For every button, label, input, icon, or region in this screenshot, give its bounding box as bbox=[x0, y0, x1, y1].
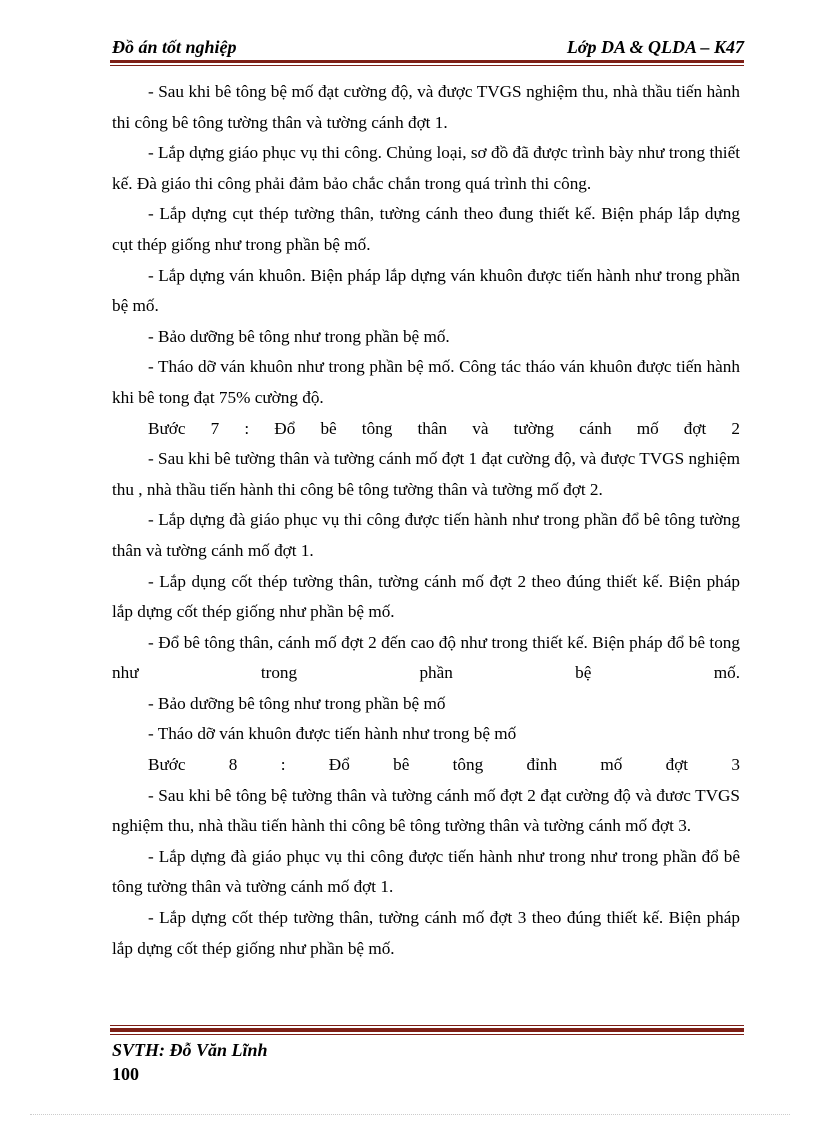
footer-author: SVTH: Đỗ Văn Lĩnh bbox=[112, 1040, 268, 1060]
paragraph: - Tháo dỡ ván khuôn được tiến hành như trong bệ mố bbox=[148, 724, 517, 744]
paragraph: - Lắp dựng đà giáo phục vụ thi công được tiến hành như trong như trong phần đổ bê tông tường thân và tường cánh mố đợt 1. bbox=[112, 846, 740, 897]
page-number: 100 bbox=[112, 1064, 139, 1084]
page-header bbox=[112, 30, 744, 58]
paragraph: - Đổ bê tông thân, cánh mố đợt 2 đến cao độ như trong thiết kế. Biện pháp đổ bê tong như trong phần bệ mố. bbox=[112, 632, 740, 683]
document-body bbox=[112, 77, 740, 964]
paragraph: - Lắp dựng cốt thép tường thân, tường cánh mố đợt 3 theo đúng thiết kế. Biện pháp lắp dựng cốt thép giống như phần bệ mố. bbox=[112, 908, 740, 958]
paragraph: - Lắp dựng đà giáo phục vụ thi công được tiến hành như trong phần đổ bê tông tường thân và tường cánh mố đợt 1. bbox=[112, 510, 740, 560]
step-heading: Bước 8 : Đổ bê tông đỉnh mố đợt 3 bbox=[148, 755, 740, 775]
page-edge-divider bbox=[30, 1114, 790, 1115]
paragraph: - Bảo dưỡng bê tông như trong phần bệ mố bbox=[148, 693, 446, 713]
footer-divider bbox=[110, 1025, 744, 1035]
paragraph: - Sau khi bê tường thân và tường cánh mố đợt 1 đạt cường độ, và được TVGS nghiệm thu , nhà thầu tiến hành thi công bê tông tường thân và tường mố đợt 2. bbox=[112, 449, 740, 499]
header-class-label: Lớp DA & QLDA – K47 bbox=[566, 37, 744, 57]
header-document-title: Đồ án tốt nghiệp bbox=[112, 37, 237, 57]
paragraph: - Sau khi bê tông bệ tường thân và tường cánh mố đợt 2 đạt cường độ và đươc TVGS nghiệm thu, nhà thầu tiến hành thi công bê tông tường thân và tường cánh mố đợt 3. bbox=[112, 785, 740, 836]
paragraph: - Lắp dựng cụt thép tường thân, tường cánh theo đung thiết kế. Biện pháp lắp dựng cụt thép giống như trong phần bệ mố. bbox=[112, 204, 740, 254]
paragraph: - Lắp dựng ván khuôn. Biện pháp lắp dựng ván khuôn được tiến hành như trong phần bệ mố. bbox=[112, 265, 740, 316]
paragraph: - Lắp dụng cốt thép tường thân, tường cánh mố đợt 2 theo đúng thiết kế. Biện pháp lắp dựng cốt thép giống như phần bệ mố. bbox=[112, 571, 740, 622]
paragraph: - Sau khi bê tông bệ mố đạt cường độ, và được TVGS nghiệm thu, nhà thầu tiến hành thi công bê tông tường thân và tường cánh đợt 1. bbox=[112, 82, 740, 132]
paragraph: - Tháo dỡ ván khuôn như trong phần bệ mố. Công tác tháo ván khuôn được tiến hành khi bê tong đạt 75% cường độ. bbox=[112, 357, 740, 407]
step-heading: Bước 7 : Đổ bê tông thân và tường cánh mố đợt 2 bbox=[148, 418, 740, 438]
paragraph: - Bảo dưỡng bê tông như trong phần bệ mố. bbox=[148, 326, 450, 346]
paragraph: - Lắp dựng giáo phục vụ thi công. Chủng loại, sơ đồ đã được trình bày như trong thiết kế. Đà giáo thi công phải đảm bảo chắc chắn trong quá trình thi công. bbox=[112, 143, 740, 193]
